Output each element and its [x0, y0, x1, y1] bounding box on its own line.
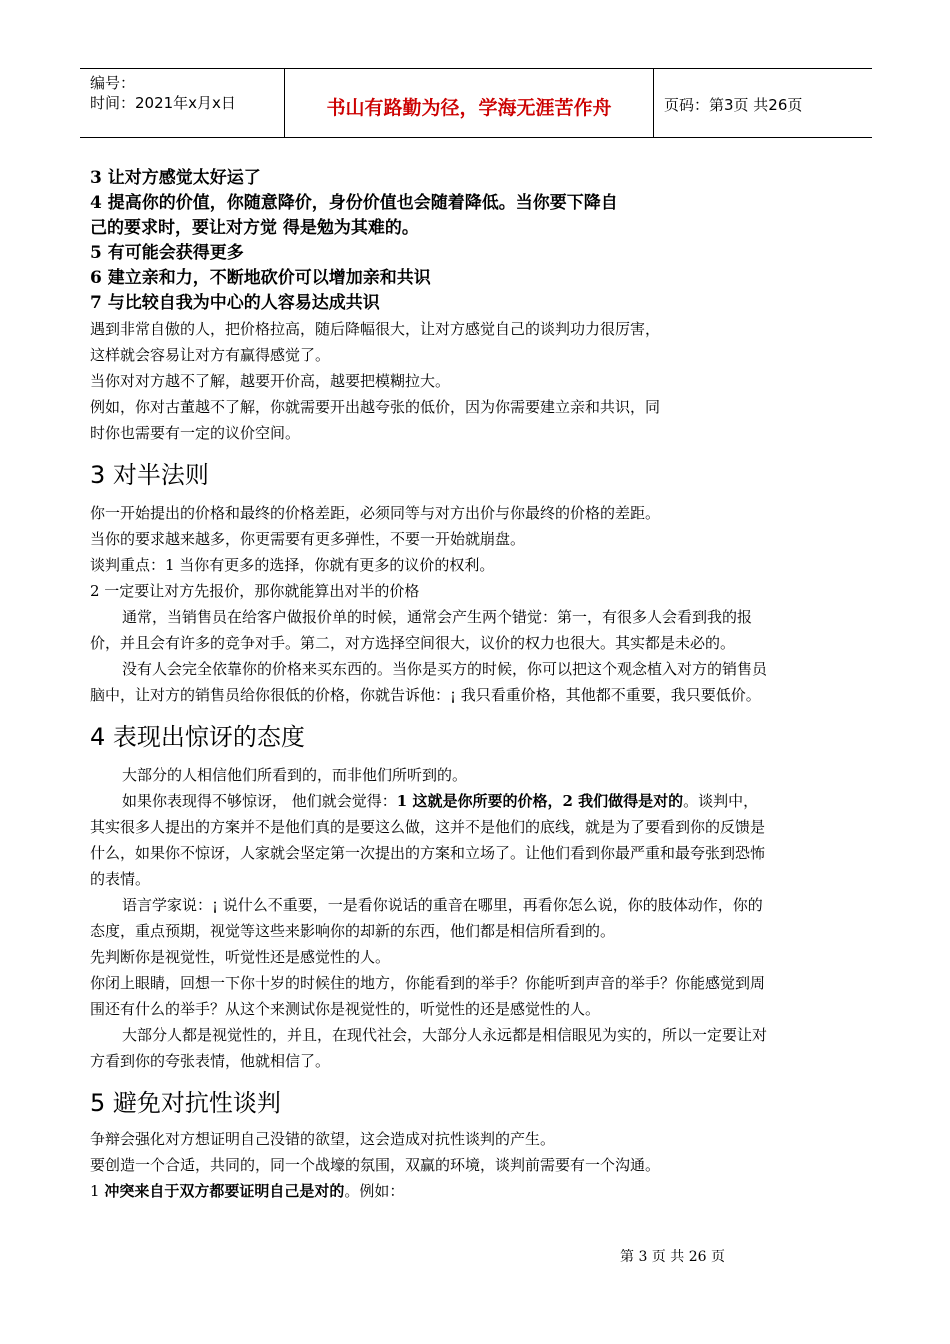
header-page-info: 页码：第3页 共26页 — [664, 96, 803, 114]
section-5-line: 争辩会强化对方想证明自己没错的欲望，这会造成对抗性谈判的产生。 — [90, 1130, 556, 1148]
section-4-paragraph: 语言学家说：¡ 说什么不重要，一是看你说话的重音在哪里，再看你怎么说，你的肢体动作，你的态度，重点预期，视觉等这些来影响你的却新的东西，他们都是相信所看到的。 — [90, 896, 763, 940]
section-4-paragraph: 你闭上眼睛，回想一下你十岁的时候住的地方，你能看到的举手？你能听到声音的举手？你能感觉到周围还有什么的举手？从这个来测试你是视觉性的，听觉性的还是感觉性的人。 — [90, 974, 766, 1018]
s4-text: 。谈判中，其实很多人提出的方案并不是他们真的是要这么做，这并不是他们的底线，就是为了要看到你的反馈是什么，如果你不惊讶，人家就会坚定第一次提出的方案和立场了。让他们看到你最严重和最夸张到恐怖的表情。 — [90, 792, 766, 888]
section-3-line: 你一开始提出的价格和最终的价格差距，必须同等与对方出价与你最终的价格的差距。 — [90, 504, 661, 522]
header-motto: 书山有路勤为径，学海无涯苦作舟 — [326, 97, 612, 119]
document-header — [80, 68, 872, 138]
section-3-heading: 3 对半法则 — [90, 461, 209, 489]
bold-line: 4 提高你的价值，你随意降价，身份价值也会随着降低。当你要下降自 — [90, 193, 618, 213]
section-4-paragraph — [90, 788, 770, 892]
section-3-line: 谈判重点：1 当你有更多的选择，你就有更多的议价的权利。 — [90, 556, 495, 574]
bold-line: 3 让对方感觉太好运了 — [90, 168, 261, 188]
bold-line: 7 与比较自我为中心的人容易达成共识 — [90, 293, 380, 313]
bold-line: 6 建立亲和力，不断地砍价可以增加亲和共识 — [90, 268, 431, 288]
s5-number: 1 — [90, 1182, 105, 1200]
intro-line: 时你也需要有一定的议价空间。 — [90, 424, 301, 442]
s4-bold-text: 1 这就是你所要的价格，2 我们做得是对的 — [396, 792, 684, 810]
section-5-line: 要创造一个合适，共同的，同一个战壕的氛围，双赢的环境，谈判前需要有一个沟通。 — [90, 1156, 661, 1174]
page-footer: 第 3 页 共 26 页 — [620, 1249, 725, 1265]
intro-line: 遇到非常自傲的人，把价格拉高，随后降幅很大，让对方感觉自己的谈判功力很厉害， — [90, 320, 661, 338]
section-4-heading: 4 表现出惊讶的态度 — [90, 723, 305, 751]
serial-label: 编号： — [90, 74, 136, 92]
section-5-heading: 5 避免对抗性谈判 — [90, 1089, 281, 1117]
section-4-paragraph: 大部分的人相信他们所看到的，而非他们所听到的。 — [122, 766, 468, 784]
s5-bold-text: 冲突来自于双方都要证明自己是对的 — [104, 1182, 345, 1200]
document-body — [90, 166, 770, 1204]
section-4-line: 先判断你是视觉性，听觉性还是感觉性的人。 — [90, 948, 391, 966]
section-3-paragraph: 没有人会完全依靠你的价格来买东西的。当你是买方的时候，你可以把这个观念植入对方的销售员脑中，让对方的销售员给你很低的价格，你就告诉他：¡ 我只看重价格，其他都不重要，我只要低价。 — [90, 660, 768, 704]
s4-text: 如果你表现得不够惊讶， 他们就会觉得： — [122, 792, 397, 810]
section-4-paragraph: 大部分人都是视觉性的，并且，在现代社会，大部分人永远都是相信眼见为实的，所以一定要让对方看到你的夸张表情，他就相信了。 — [90, 1026, 768, 1070]
bold-line: 5 有可能会获得更多 — [90, 243, 244, 263]
s5-text: 。例如： — [344, 1182, 405, 1200]
bold-line: 己的要求时，要让对方觉 得是勉为其难的。 — [90, 218, 419, 238]
header-page-cell — [654, 69, 872, 137]
intro-line: 这样就会容易让对方有赢得感觉了。 — [90, 346, 331, 364]
date-label: 时间：2021年x月x日 — [90, 94, 236, 112]
intro-line: 当你对对方越不了解，越要开价高，越要把模糊拉大。 — [90, 372, 451, 390]
section-3-paragraph: 通常，当销售员在给客户做报价单的时候，通常会产生两个错觉：第一，有很多人会看到我的报价，并且会有许多的竞争对手。第二，对方选择空间很大，议价的权力也很大。其实都是未必的。 — [90, 608, 753, 652]
header-meta-cell — [80, 69, 285, 137]
intro-line: 例如，你对古董越不了解，你就需要开出越夸张的低价，因为你需要建立亲和共识，同 — [90, 398, 661, 416]
section-5-line — [90, 1178, 770, 1204]
header-motto-cell — [285, 69, 654, 137]
section-3-line: 2 一定要让对方先报价，那你就能算出对半的价格 — [90, 582, 420, 600]
section-3-line: 当你的要求越来越多，你更需要有更多弹性，不要一开始就崩盘。 — [90, 530, 526, 548]
